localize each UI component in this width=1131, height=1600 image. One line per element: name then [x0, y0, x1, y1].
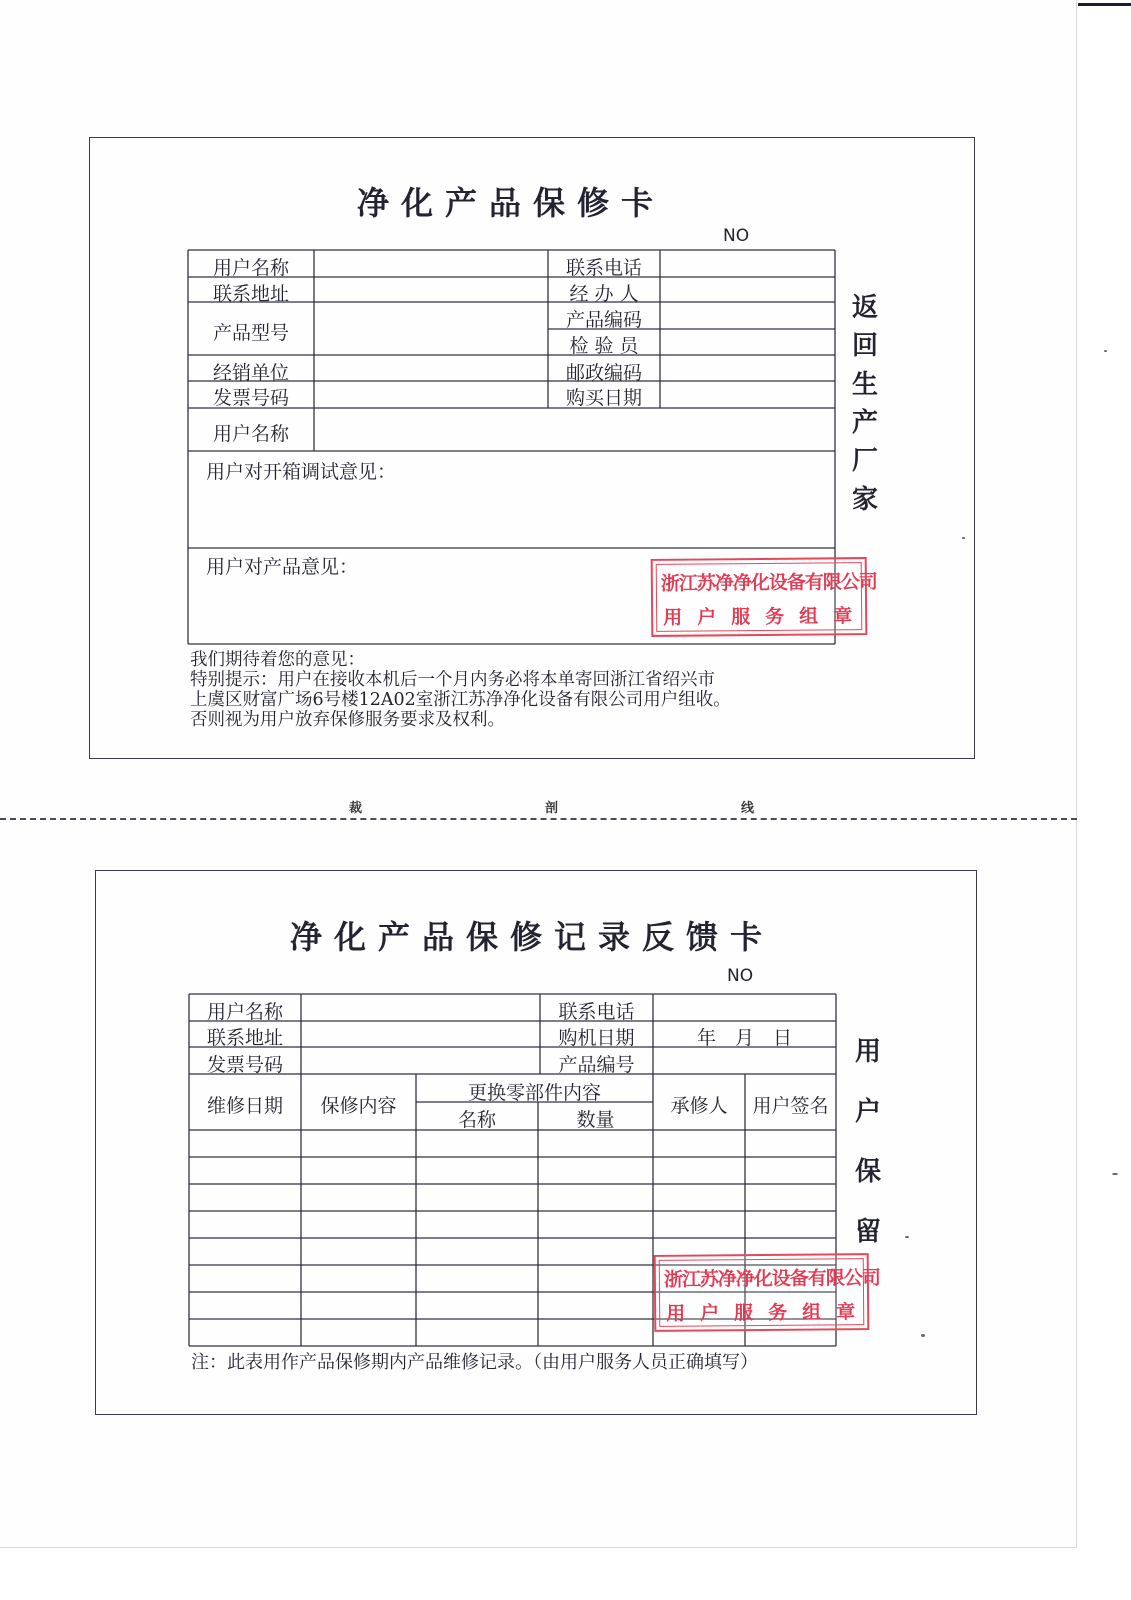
scan-speck: [921, 1334, 925, 1337]
side-char: 家: [852, 485, 879, 515]
side-char: 返: [852, 293, 879, 323]
scan-speck: [1104, 350, 1107, 352]
col-part-name: 名称: [457, 1109, 496, 1131]
scan-speck: [962, 537, 965, 539]
label-postcode: 邮政编码: [565, 362, 642, 384]
company-seal-stamp: [654, 1253, 880, 1332]
note-line: 上虞区财富广场6号楼12A02室浙江苏净净化设备有限公司用户组收。: [190, 690, 731, 710]
repair-card-side-text: [855, 1031, 885, 1247]
note-line: 我们期待着您的意见：: [190, 650, 365, 670]
purchase-date-blank: 年 月 日: [696, 1027, 792, 1049]
label-serial: 产品编号: [558, 1054, 635, 1076]
label-purchase-date: 购买日期: [565, 387, 642, 409]
seal-company-name: 浙江苏净净化设备有限公司: [660, 570, 877, 595]
seal-department: 用户服务组章: [663, 605, 868, 629]
side-char: 户: [855, 1097, 882, 1127]
seal-department: 用户服务组章: [666, 1301, 871, 1325]
side-char: 回: [852, 331, 879, 361]
label-address: 联系地址: [212, 283, 289, 305]
label-user-name-2: 用户名称: [212, 423, 289, 445]
label-invoice: 发票号码: [212, 387, 289, 409]
scan-speck: [1112, 1173, 1118, 1175]
warranty-card-title: 净化产品保修卡: [357, 184, 666, 222]
cut-line-char: 线: [741, 801, 755, 816]
side-char: 厂: [852, 446, 879, 476]
side-char: 生: [852, 370, 879, 400]
seal-company-name: 浙江苏净净化设备有限公司: [663, 1266, 880, 1291]
label-phone: 联系电话: [565, 257, 642, 279]
label-user-name: 用户名称: [212, 257, 289, 279]
label-unboxing-opinion: 用户对开箱调试意见：: [206, 461, 397, 483]
col-part-qty: 数量: [576, 1109, 615, 1131]
cut-line-char: 剖: [545, 801, 559, 816]
repair-card-note: 注：此表用作产品保修期内产品维修记录。（由用户服务人员正确填写）: [191, 1352, 758, 1373]
label-handler: 经 办 人: [569, 283, 639, 305]
label-inspector: 检 验 员: [569, 335, 639, 357]
note-line: 否则视为用户放弃保修服务要求及权利。: [190, 710, 505, 730]
side-char: 留: [855, 1217, 882, 1247]
col-user-signature: 用户签名: [752, 1095, 829, 1117]
label-user-name: 用户名称: [206, 1001, 283, 1023]
side-char: 用: [855, 1037, 882, 1067]
label-address: 联系地址: [206, 1027, 283, 1049]
col-repair-date: 维修日期: [206, 1095, 283, 1117]
label-dealer: 经销单位: [212, 362, 289, 384]
cut-line-char: 裁: [349, 801, 363, 816]
repair-record-card-title: 净化产品保修记录反馈卡: [290, 918, 775, 956]
side-char: 产: [852, 408, 879, 438]
repair-record-card-no-label: NO: [727, 966, 754, 986]
col-repair-content: 保修内容: [320, 1095, 397, 1117]
scan-speck: [905, 1236, 909, 1238]
label-phone: 联系电话: [558, 1001, 635, 1023]
warranty-card-no-label: NO: [723, 226, 750, 246]
col-technician: 承修人: [670, 1095, 728, 1117]
note-line: 特别提示：用户在接收本机后一个月内务必将本单寄回浙江省绍兴市: [190, 670, 715, 690]
label-product-opinion: 用户对产品意见：: [206, 556, 359, 578]
label-serial: 产品编码: [565, 309, 642, 331]
label-purchase-date: 购机日期: [558, 1027, 635, 1049]
col-parts-group: 更换零部件内容: [467, 1082, 601, 1104]
label-invoice: 发票号码: [206, 1054, 283, 1076]
label-model: 产品型号: [212, 322, 289, 344]
side-char: 保: [855, 1157, 882, 1187]
